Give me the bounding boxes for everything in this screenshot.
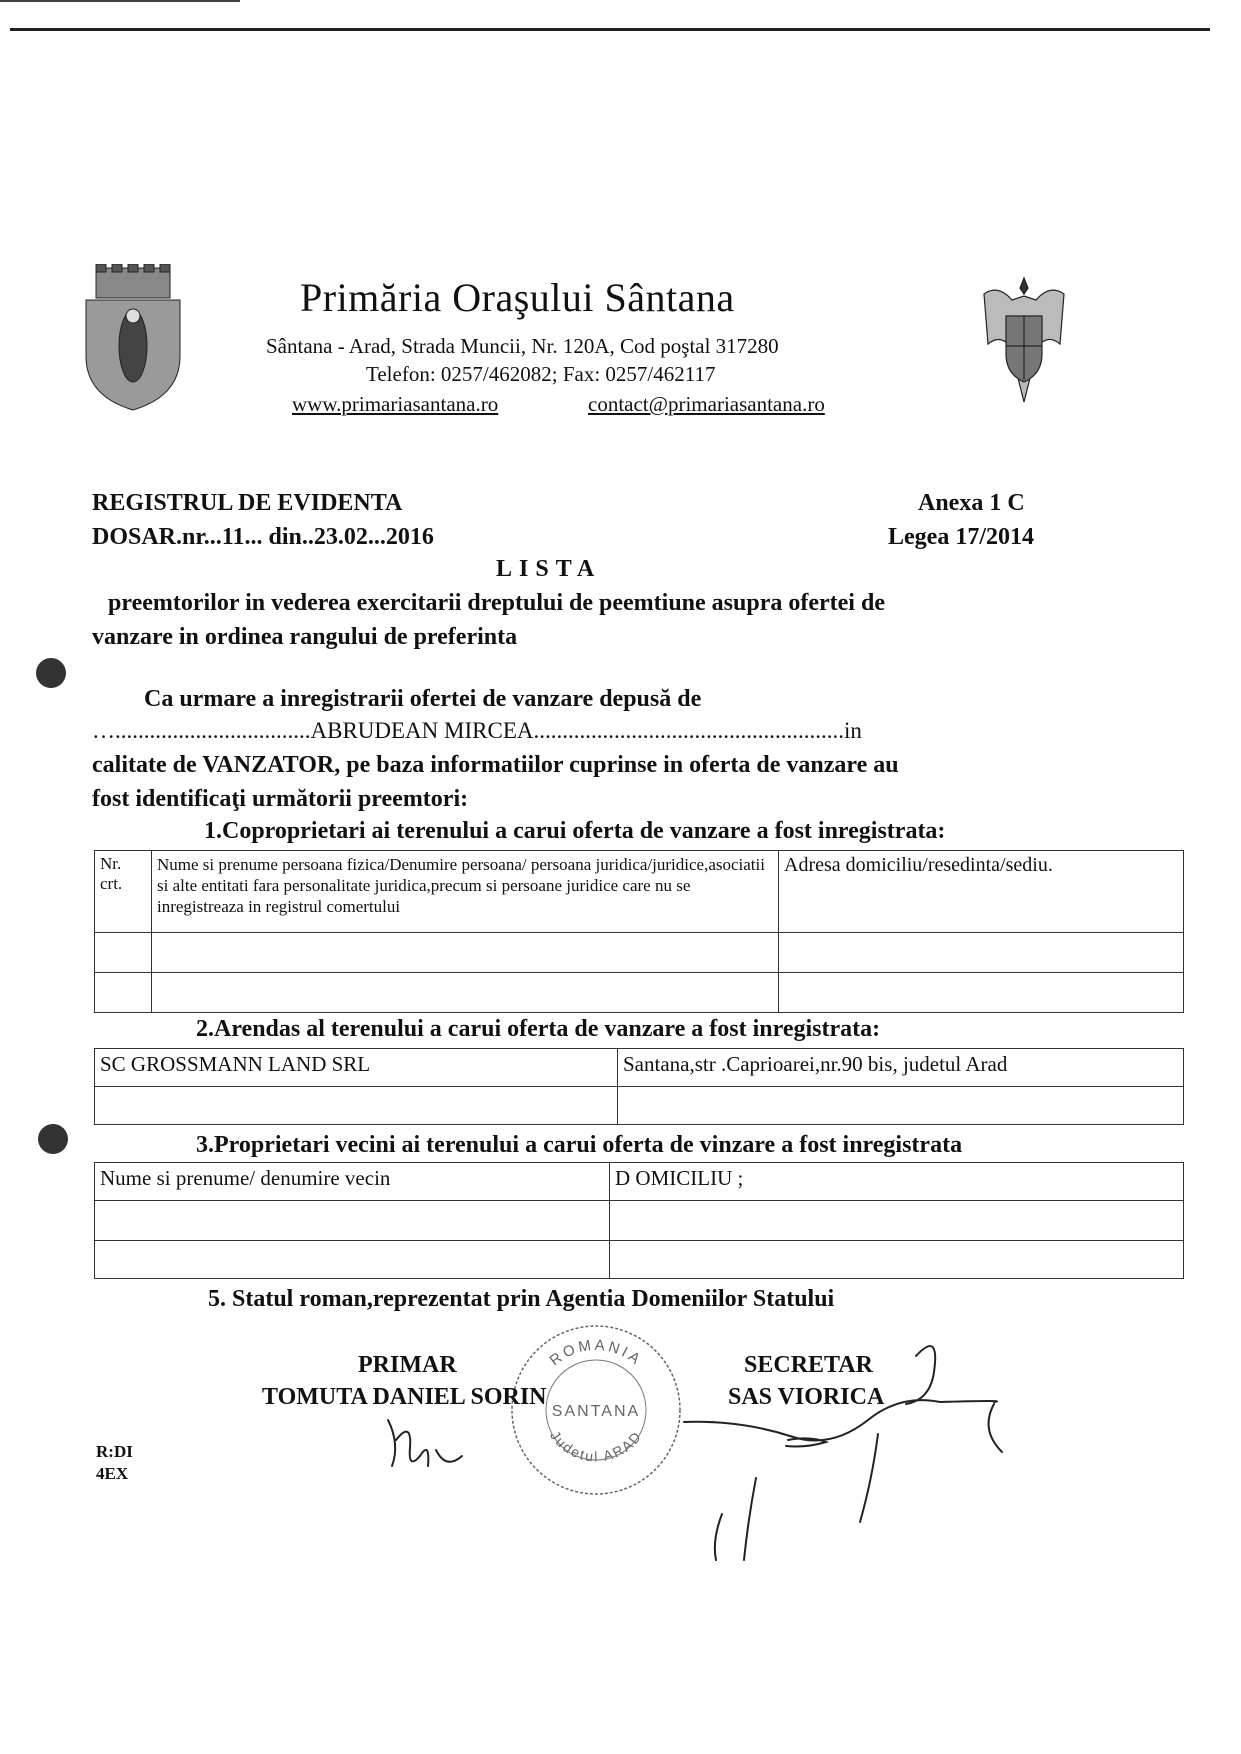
top-edge-line <box>0 0 240 2</box>
table-row <box>95 1087 1184 1125</box>
tenant-address: Santana,str .Caprioarei,nr.90 bis, judetul Arad <box>618 1049 1184 1087</box>
institution-email-link[interactable]: contact@primariasantana.ro <box>588 392 825 416</box>
col-name-header: Nume si prenume persoana fizica/Denumire persoana/ persoana juridica/juridice,asociatii si alte entitati fara personalitate juridica,precum si persoane juridice care nu se inregistreaza in registrul comertului <box>152 851 779 933</box>
tenant-table <box>94 1048 1184 1125</box>
paragraph-line-3: calitate de VANZATOR, pe baza informatiilor cuprinse in oferta de vanzare au <box>92 752 899 778</box>
stamp-text-top: ROMANIA <box>546 1336 646 1370</box>
santana-coat-of-arms-icon <box>82 264 184 412</box>
paragraph-line-4: fost identificaţi următorii preemtori: <box>92 786 469 812</box>
section-3-heading: 3.Proprietari vecini ai terenului a carui oferta de vinzare a fost inregistrata <box>196 1132 963 1158</box>
table-cell[interactable] <box>95 1241 610 1279</box>
file-number: DOSAR.nr...11... din..23.02...2016 <box>92 524 434 550</box>
col-domicile-header: D OMICILIU ; <box>610 1163 1184 1201</box>
col-nr-header: Nr. crt. <box>95 851 152 933</box>
paragraph-line-2: …..................................ABRUDEAN MIRCEA......................................................in <box>92 718 862 743</box>
romania-coat-of-arms-icon <box>978 274 1070 406</box>
document-title: LISTA <box>496 556 602 582</box>
paragraph-line-1: Ca urmare a inregistrarii ofertei de vanzare depusă de <box>144 686 702 712</box>
table-row <box>95 933 1184 973</box>
table-row <box>95 1241 1184 1279</box>
intro-line-2: vanzare in ordinea rangului de preferinta <box>92 624 518 650</box>
stamp-text-bottom: Judetul ARAD <box>547 1427 646 1465</box>
table-cell[interactable] <box>95 933 152 973</box>
table-cell[interactable] <box>779 973 1184 1013</box>
table-cell[interactable] <box>610 1201 1184 1241</box>
tenant-name: SC GROSSMANN LAND SRL <box>95 1049 618 1087</box>
institution-address: Sântana - Arad, Strada Muncii, Nr. 120A, Cod poştal 317280 <box>266 334 779 358</box>
table-cell[interactable] <box>779 933 1184 973</box>
mayor-name: TOMUTA DANIEL SORIN <box>262 1384 547 1410</box>
neighbors-table <box>94 1162 1184 1279</box>
section-1-heading: 1.Coproprietari ai terenului a carui oferta de vanzare a fost inregistrata: <box>204 818 946 844</box>
table-row <box>95 973 1184 1013</box>
table-cell[interactable] <box>95 1087 618 1125</box>
registry-title: REGISTRUL DE EVIDENTA <box>92 490 403 516</box>
col-neighbor-name-header: Nume si prenume/ denumire vecin <box>95 1163 610 1201</box>
table-cell[interactable] <box>618 1087 1184 1125</box>
table-row <box>95 1163 1184 1201</box>
copies-count: 4EX <box>96 1464 129 1483</box>
punch-hole <box>38 1124 68 1154</box>
table-cell[interactable] <box>152 973 779 1013</box>
institution-title: Primăria Oraşului Sântana <box>300 275 735 320</box>
table-cell[interactable] <box>152 933 779 973</box>
secretary-name: SAS VIORICA <box>728 1384 885 1410</box>
col-address-header: Adresa domiciliu/resedinta/sediu. <box>779 851 1184 933</box>
table-row <box>95 851 1184 933</box>
punch-hole <box>36 658 66 688</box>
svg-text:ROMANIA <box>547 1337 646 1370</box>
table-cell[interactable] <box>95 973 152 1013</box>
law-reference: Legea 17/2014 <box>888 524 1034 550</box>
annex-label: Anexa 1 C <box>918 490 1025 516</box>
stamp-text-mid: SANTANA <box>551 1403 641 1420</box>
reference-code: R:DI <box>96 1442 133 1461</box>
section-5-heading: 5. Statul roman,reprezentat prin Agentia Domeniilor Statului <box>208 1286 835 1312</box>
institution-website-link[interactable]: www.primariasantana.ro <box>292 392 499 416</box>
institution-phone-fax: Telefon: 0257/462082; Fax: 0257/462117 <box>366 362 716 386</box>
table-cell[interactable] <box>95 1201 610 1241</box>
top-rule <box>10 28 1210 31</box>
intro-line-1: preemtorilor in vederea exercitarii dreptului de peemtiune asupra ofertei de <box>108 590 885 616</box>
section-2-heading: 2.Arendas al terenului a carui oferta de vanzare a fost inregistrata: <box>196 1016 881 1042</box>
table-row <box>95 1049 1184 1087</box>
table-row <box>95 1201 1184 1241</box>
secretary-title: SECRETAR <box>744 1352 873 1378</box>
mayor-title: PRIMAR <box>358 1352 457 1378</box>
coowners-table <box>94 850 1184 1013</box>
svg-text:Judetul ARAD <box>547 1427 645 1464</box>
table-cell[interactable] <box>610 1241 1184 1279</box>
